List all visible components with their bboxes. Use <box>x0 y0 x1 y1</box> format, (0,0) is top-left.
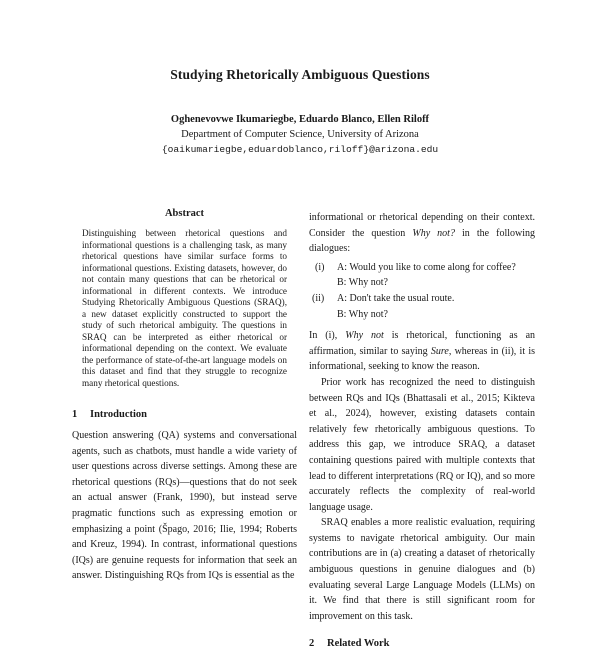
interpretation-paragraph <box>309 328 535 375</box>
section-2-number: 2 <box>309 638 315 650</box>
interp-text-c: , whereas in (ii), it is informational, seeking to know the reason. <box>309 345 535 373</box>
dialogue-2-line-b <box>309 307 535 323</box>
dialogue-2-label: (ii) <box>312 292 325 304</box>
abstract-text: Distinguishing between rhetorical questions and informational questions is a challenging task, as many rhetorical questions have similar surface forms to informational questions. Existing datasets, however, do not contain many questions that can be rhetorical or informational in different contexts. We introduce Studying Rhetorically Ambiguous Questions (SRAQ), a new dataset explicitly constructed to support the study of such rhetorical ambiguity. The questions in SRAQ can be interpreted as either rhetorical or informational depending on the context. We evaluate the performance of state-of-the-art language models on this dataset and find that they struggle to recognize many rhetorical questions. <box>82 228 287 388</box>
section-1-title: Introduction <box>90 409 147 420</box>
author-email: {oaikumariegbe,eduardoblanco,riloff}@arizona.edu <box>161 144 439 155</box>
abstract-heading: Abstract <box>164 208 205 219</box>
section-2-heading <box>309 638 535 649</box>
intro-paragraph: Question answering (QA) systems and conversational agents, such as chatbots, must handle a wide variety of user questions across diverse settings. Among these are rhetorical questions (RQs)—questions that do not seek an actual answer (Frank, 1990), but instead serve pragmatic functions such as expressing emotion or emphasizing a point (Špago, 2016; Ilie, 1994; Roberts and Kreuz, 1994). In contrast, informational questions (IQs) are genuine requests for information that seek an answer. Distinguishing RQs from IQs is essential as the <box>72 430 297 582</box>
right-column <box>309 210 535 657</box>
context-emphasis: Why not? <box>412 227 455 239</box>
interp-emphasis-1: Why not <box>345 330 384 342</box>
dialogue-1-b: B: Why not? <box>337 277 388 289</box>
section-1-number: 1 <box>72 409 78 420</box>
author-list: Oghenevovwe Ikumariegbe, Eduardo Blanco, Ellen Riloff <box>170 114 430 125</box>
section-2-title: Related Work <box>327 638 390 650</box>
dialogue-examples <box>309 260 535 322</box>
contributions-paragraph: SRAQ enables a more realistic evaluation, requiring systems to navigate rhetorical ambiguity. Our main contributions are in (a) creating a dataset of rhetorically ambiguous questions in genuine dialogues and (b) evaluating several Large Language Models (LLMs) on it. We find that there is still significant room for improvement on this task. <box>309 517 535 622</box>
dialogue-1-line-a <box>309 260 535 276</box>
interp-emphasis-2: Sure <box>430 345 449 357</box>
prior-work-paragraph: Prior work has recognized the need to distinguish between RQs and IQs (Bhattasali et al., 2015; Kikteva et al., 2024), however, existing datasets contain relatively few rhetorically ambiguous questions. To address this gap, we introduce SRAQ, a dataset containing questions paired with multiple contexts that lead to different interpretations (RQ or IQ), and so more accurately reflects the complexity of real-world language usage. <box>309 376 535 513</box>
affiliation: Department of Computer Science, University of Arizona <box>181 129 419 140</box>
interp-text-b: is rhetorical, functioning as an affirmation, similar to saying <box>309 330 536 357</box>
dialogue-2-line-a <box>309 291 535 307</box>
dialogue-1-label: (i) <box>315 261 325 273</box>
paper-title: Studying Rhetorically Ambiguous Questions <box>170 67 430 82</box>
context-paragraph <box>309 210 535 257</box>
dialogue-2-a: A: Don't take the usual route. <box>337 292 455 304</box>
left-column <box>72 208 297 584</box>
context-text-a: informational or rhetorical depending on their context. Consider the question <box>309 212 535 239</box>
interp-text-a: In (i), <box>309 330 346 342</box>
dialogue-1-a: A: Would you like to come along for coffee? <box>337 261 516 273</box>
section-1-heading <box>72 409 297 420</box>
context-text-b: in the following dialogues: <box>309 227 535 255</box>
dialogue-1-line-b <box>309 275 535 291</box>
dialogue-2-b: B: Why not? <box>337 308 388 320</box>
